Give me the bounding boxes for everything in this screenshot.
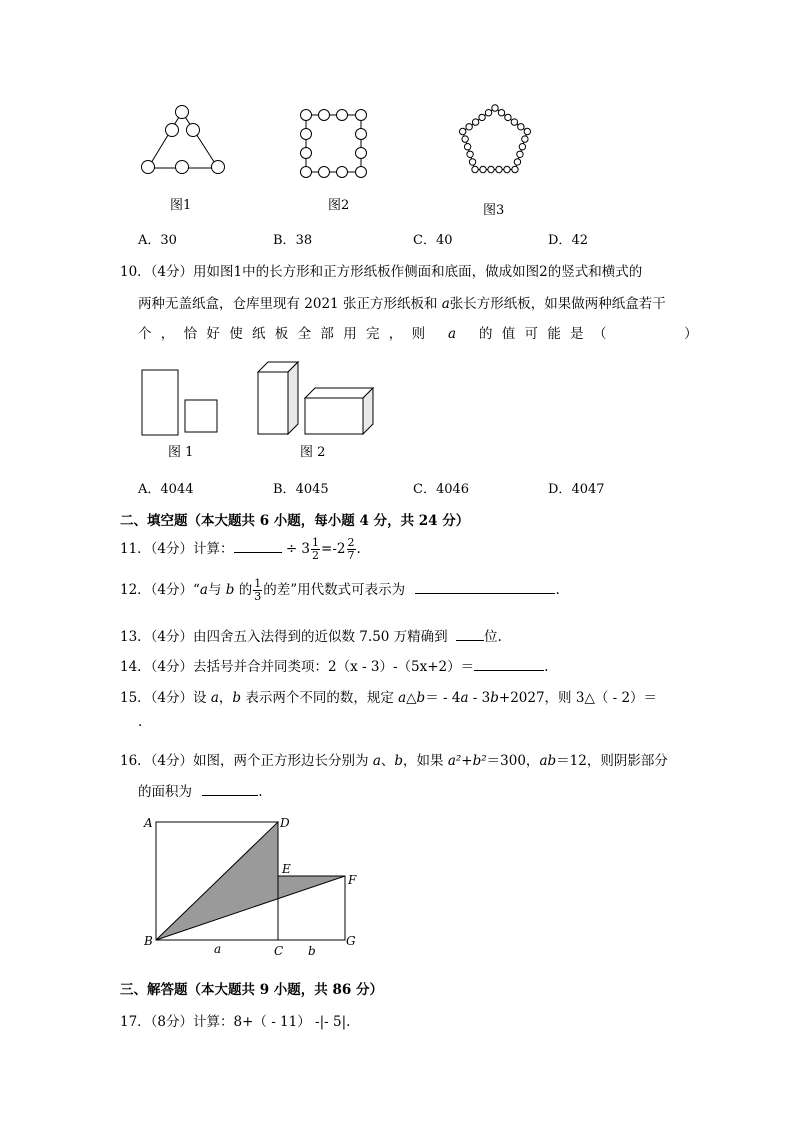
q14-answer-blank[interactable] xyxy=(474,658,544,671)
q10-line-3: 个，恰好使纸板全部用完，则 a 的值可能是（ ） xyxy=(138,326,707,342)
pentagon-circle xyxy=(498,109,504,115)
q9-caption-1: 图1 xyxy=(170,198,192,213)
q9-figure-3-pentagon xyxy=(455,100,535,180)
pentagon-circle xyxy=(485,109,491,115)
q10-option-c: C．4046 xyxy=(413,482,470,497)
pentagon-circle xyxy=(464,143,470,149)
label-side-b: b xyxy=(308,944,316,958)
q15-line-2: . xyxy=(138,714,143,730)
pentagon-circle xyxy=(524,128,530,134)
pentagon-circle xyxy=(512,166,518,172)
q16-line-1: 16．（4分）如图，两个正方形边长分别为 a、b，如果 a²+b²＝300，ab＝12，则阴影部分 xyxy=(120,753,668,769)
q9-figure-1-triangle xyxy=(138,100,228,180)
q12-answer-blank[interactable] xyxy=(415,581,555,594)
label-g-point: G xyxy=(346,934,356,948)
q9-figure-2-square xyxy=(295,105,370,180)
q10-line-2: 两种无盖纸盒，仓库里现有 2021 张正方形纸板和 a张长方形纸板，如果做两种纸盒若干 xyxy=(138,296,666,312)
q11-answer-blank[interactable] xyxy=(234,540,282,553)
pentagon-circle xyxy=(505,114,511,120)
pentagon-circle xyxy=(479,114,485,120)
q12-fraction: $\frac{1}{3}$ xyxy=(254,577,262,603)
pentagon-circle xyxy=(467,151,473,157)
q9-option-a: A．30 xyxy=(138,233,177,248)
label-a-point: A xyxy=(144,816,153,830)
q13: 13．（4分）由四舍五入法得到的近似数 7.50 万精确到 位. xyxy=(120,629,502,645)
label-e-point: E xyxy=(282,862,291,876)
q15-line-1: 15．（4分）设 a，b 表示两个不同的数，规定 a△b＝ - 4a - 3b+2027，则 3△（ - 2）＝ xyxy=(120,690,658,706)
q14: 14．（4分）去括号并合并同类项：2（x - 3）-（5x+2）＝ . xyxy=(120,659,549,675)
section-3-heading: 三、解答题（本大题共 9 小题，共 86 分） xyxy=(120,982,383,998)
pentagon-circle xyxy=(504,166,510,172)
q9-option-b: B．38 xyxy=(273,233,313,248)
q9-caption-3: 图3 xyxy=(483,203,505,218)
q10-option-d: D．4047 xyxy=(548,482,605,497)
pentagon-circle xyxy=(462,136,468,142)
pentagon-circle xyxy=(472,166,478,172)
label-d-point: D xyxy=(280,816,290,830)
label-c-point: C xyxy=(274,944,284,958)
q9-caption-2: 图2 xyxy=(328,198,350,213)
q11-fraction-1: $\frac{1}{2}$ xyxy=(312,536,320,562)
pentagon-circle xyxy=(488,166,494,172)
q16-figure-squares xyxy=(140,812,370,957)
pentagon-circle xyxy=(492,105,498,111)
label-b-point: B xyxy=(144,934,153,948)
q16-answer-blank[interactable] xyxy=(202,783,258,796)
pentagon-circle xyxy=(480,166,486,172)
q12: 12．（4分）“a与 b 的 $\frac{1}{3}$ 的差”用代数式可表示为 . xyxy=(120,577,560,603)
q16-line-2: 的面积为 . xyxy=(138,784,263,800)
pentagon-circle xyxy=(469,159,475,165)
label-f-point: F xyxy=(348,873,357,887)
q10-option-b: B．4045 xyxy=(273,482,329,497)
q10-caption-2: 图 2 xyxy=(300,445,326,460)
q9-option-d: D．42 xyxy=(548,233,588,248)
section-2-heading: 二、填空题（本大题共 6 小题，每小题 4 分，共 24 分） xyxy=(120,513,470,529)
pentagon-circle xyxy=(517,151,523,157)
q10-figure-1-boards xyxy=(140,368,220,438)
q17: 17．（8分）计算：8+（ - 11） -|- 5|. xyxy=(120,1014,351,1030)
pentagon-circle xyxy=(519,143,525,149)
pentagon-circle xyxy=(466,124,472,130)
pentagon-circle xyxy=(511,119,517,125)
q10-line-1: 10．（4分）用如图1中的长方形和正方形纸板作侧面和底面，做成如图2的竖式和横式的 xyxy=(120,264,643,280)
pentagon-circle xyxy=(514,159,520,165)
pentagon-circle xyxy=(518,124,524,130)
q10-caption-1: 图 1 xyxy=(168,445,194,460)
q11: 11．（4分）计算： ÷ 3 $\frac{1}{2}$ =-2 $\frac{2}{7}$ . xyxy=(120,536,361,562)
q10-option-a: A．4044 xyxy=(138,482,194,497)
q11-fraction-2: $\frac{2}{7}$ xyxy=(347,536,355,562)
q13-answer-blank[interactable] xyxy=(456,628,484,641)
pentagon-circle xyxy=(472,119,478,125)
q9-option-c: C．40 xyxy=(413,233,453,248)
label-side-a: a xyxy=(214,942,222,956)
pentagon-circle xyxy=(522,136,528,142)
pentagon-circle xyxy=(496,166,502,172)
q10-figure-2-boxes xyxy=(255,358,380,438)
pentagon-circle xyxy=(459,128,465,134)
